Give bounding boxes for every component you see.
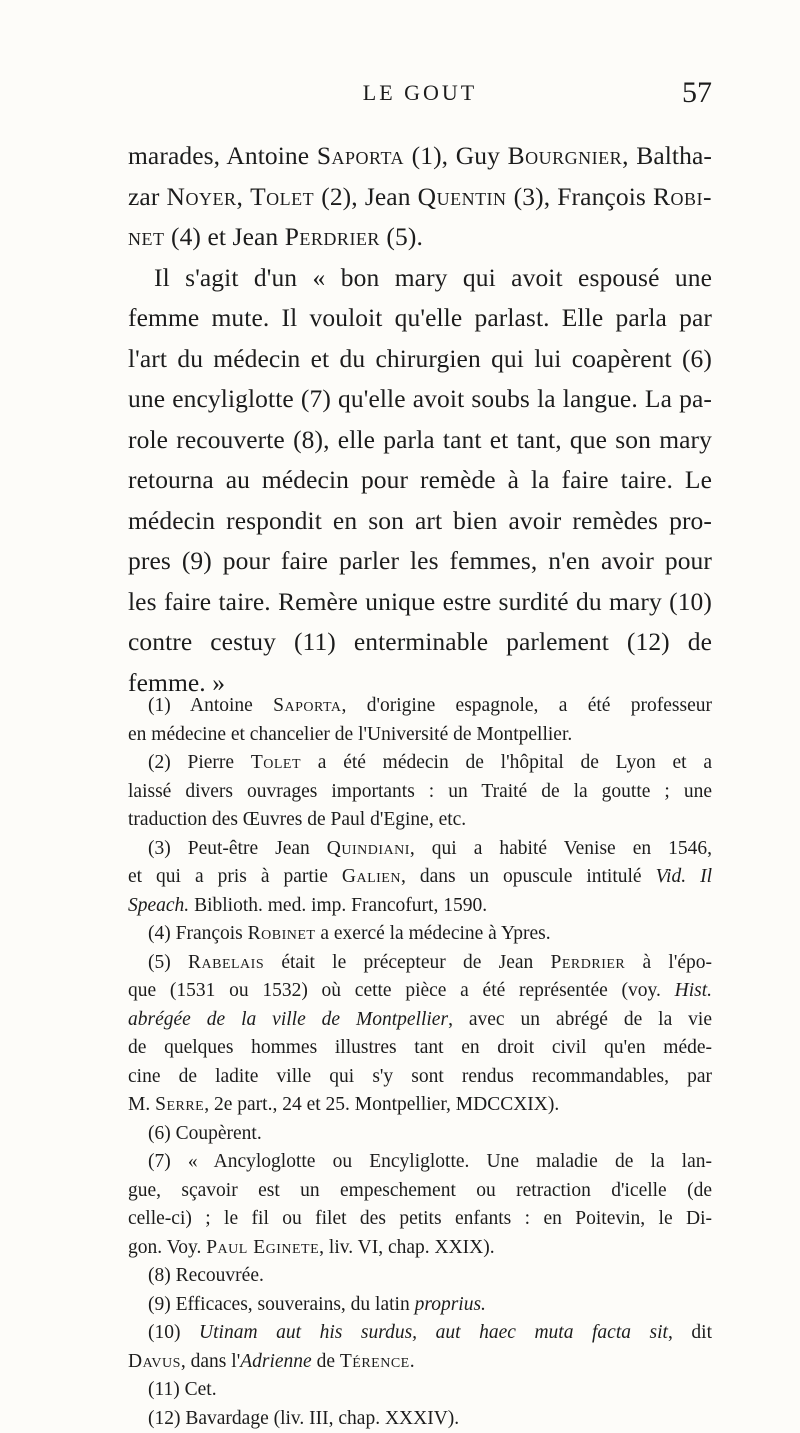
text-run: que (1531 ou 1532) où cette pièce a été représentée (voy. xyxy=(128,980,675,1001)
text-run: Utinam aut his surdus, aut haec muta facta sit xyxy=(199,1322,668,1343)
text-run: à l'épo- xyxy=(625,952,712,973)
text-run: M. xyxy=(128,1094,155,1115)
text-run: , dans l' xyxy=(181,1351,240,1372)
footnote-line xyxy=(128,692,712,721)
footnote-line xyxy=(128,863,712,892)
text-run: (4) François xyxy=(148,923,248,944)
text-run: a été médecin de l'hôpital de Lyon et a xyxy=(301,752,712,773)
text-run: (12) Bavardage (liv. III, chap. XXXIV). xyxy=(148,1408,459,1429)
footnote-line xyxy=(128,1291,712,1320)
body-line xyxy=(128,379,712,420)
text-run: Davus xyxy=(128,1351,181,1372)
footnote-line xyxy=(128,835,712,864)
text-run: celle-ci) ; le fil ou filet des petits enfants : en Poitevin, le Di- xyxy=(128,1208,712,1229)
footnote-line xyxy=(128,1063,712,1092)
text-run: (4) et Jean xyxy=(165,222,285,251)
text-run: les faire taire. Remère unique estre surdité du mary (10) xyxy=(128,587,712,616)
page-number: 57 xyxy=(682,76,712,110)
text-run: Bourgnier xyxy=(508,141,623,170)
text-run: . xyxy=(410,1351,415,1372)
text-run: Tolet xyxy=(251,752,301,773)
text-run: zar xyxy=(128,182,167,211)
text-run: gue, sçavoir est un empeschement ou retraction d'icelle (de xyxy=(128,1180,712,1201)
text-run: (11) Cet. xyxy=(148,1379,217,1400)
text-run: Robinet xyxy=(248,923,316,944)
text-run: Vid. Il xyxy=(656,866,712,887)
text-run: (5) xyxy=(148,952,188,973)
text-run: marades, Antoine xyxy=(128,141,317,170)
text-run: Noyer xyxy=(167,182,237,211)
footnote-line xyxy=(128,778,712,807)
text-run: Quindiani xyxy=(327,838,410,859)
text-run: (1) Antoine xyxy=(148,695,273,716)
footnote-line xyxy=(128,1177,712,1206)
text-run: Quentin xyxy=(418,182,507,211)
footnote-line xyxy=(128,1234,712,1263)
text-run: de xyxy=(312,1351,340,1372)
footnote-line xyxy=(128,1262,712,1291)
text-run: , qui a habité Venise en 1546, xyxy=(410,838,712,859)
text-run: Robi- xyxy=(653,182,712,211)
text-run: gon. Voy. xyxy=(128,1237,206,1258)
footnote-line xyxy=(128,1006,712,1035)
footnote-line xyxy=(128,1376,712,1405)
text-run: cine de ladite ville qui s'y sont rendus recommandables, par xyxy=(128,1066,712,1087)
footnote-line xyxy=(128,749,712,778)
footnote-line xyxy=(128,977,712,1006)
footnote-line xyxy=(128,721,712,750)
text-run: femme. » xyxy=(128,668,225,697)
text-run: Térence xyxy=(340,1351,410,1372)
text-run: l'art du médecin et du chirurgien qui lui coapèrent (6) xyxy=(128,344,712,373)
body-line xyxy=(128,298,712,339)
text-run: Adrienne xyxy=(240,1351,311,1372)
text-run: Perdrier xyxy=(285,222,380,251)
text-run: (10) xyxy=(148,1322,199,1343)
body-line xyxy=(128,258,712,299)
text-run: proprius. xyxy=(415,1294,486,1315)
footnote-line xyxy=(128,1091,712,1120)
footnote-line xyxy=(128,1348,712,1377)
text-run: laissé divers ouvrages importants : un Traité de la goutte ; une xyxy=(128,781,712,802)
text-run: Rabelais xyxy=(188,952,264,973)
text-run: net xyxy=(128,222,165,251)
text-run: (6) Coupèrent. xyxy=(148,1123,262,1144)
text-run: Speach. xyxy=(128,895,189,916)
text-run: Saporta xyxy=(273,695,341,716)
body-line xyxy=(128,541,712,582)
text-run: Biblioth. med. imp. Francofurt, 1590. xyxy=(189,895,487,916)
text-run: Saporta xyxy=(317,141,404,170)
body-line xyxy=(128,420,712,461)
text-run: (9) Efficaces, souverains, du latin xyxy=(148,1294,415,1315)
text-run: , Baltha- xyxy=(622,141,712,170)
text-run: , xyxy=(236,182,250,211)
footnote-line xyxy=(128,1034,712,1063)
text-run: a exercé la médecine à Ypres. xyxy=(316,923,551,944)
text-run: était le précepteur de Jean xyxy=(264,952,550,973)
text-run: , avec un abrégé de la vie xyxy=(448,1009,712,1030)
text-run: , dit xyxy=(668,1322,712,1343)
text-run: , 2e part., 24 et 25. Montpellier, MDCCXIX). xyxy=(204,1094,559,1115)
running-title: LE GOUT xyxy=(128,80,712,106)
footnote-line xyxy=(128,920,712,949)
text-run: (3), François xyxy=(507,182,653,211)
footnotes xyxy=(128,692,712,1433)
body-line xyxy=(128,582,712,623)
text-run: Hist. xyxy=(675,980,712,1001)
text-run: Il s'agit d'un « bon mary qui avoit espousé une xyxy=(154,263,712,292)
text-run: Galien xyxy=(342,866,401,887)
body-line xyxy=(128,339,712,380)
footnote-line xyxy=(128,1405,712,1433)
text-run: Perdrier xyxy=(551,952,626,973)
body-line xyxy=(128,136,712,177)
body-line xyxy=(128,177,712,218)
text-run: abrégée de la ville de Montpellier xyxy=(128,1009,448,1030)
text-run: role recouverte (8), elle parla tant et tant, que son mary xyxy=(128,425,712,454)
text-run: et qui a pris à partie xyxy=(128,866,342,887)
text-run: (2), Jean xyxy=(314,182,418,211)
footnote-line xyxy=(128,1319,712,1348)
text-run: , dans un opuscule intitulé xyxy=(401,866,656,887)
text-run: retourna au médecin pour remède à la faire taire. Le xyxy=(128,465,712,494)
body-line xyxy=(128,622,712,663)
text-run: Paul Eginete xyxy=(206,1237,319,1258)
text-run: (8) Recouvrée. xyxy=(148,1265,264,1286)
footnote-line xyxy=(128,892,712,921)
text-run: (7) « Ancyloglotte ou Encyliglotte. Une maladie de la lan- xyxy=(148,1151,712,1172)
text-run: contre cestuy (11) enterminable parlement (12) de xyxy=(128,627,712,656)
text-run: Serre xyxy=(155,1094,204,1115)
body-line xyxy=(128,460,712,501)
text-run: de quelques hommes illustres tant en droit civil qu'en méde- xyxy=(128,1037,712,1058)
footnote-line xyxy=(128,1148,712,1177)
running-head xyxy=(128,76,712,116)
text-run: , liv. VI, chap. XXIX). xyxy=(319,1237,494,1258)
body-line xyxy=(128,501,712,542)
footnote-line xyxy=(128,1205,712,1234)
footnote-line xyxy=(128,806,712,835)
text-run: (5). xyxy=(380,222,423,251)
text-run: , d'origine espagnole, a été professeur xyxy=(342,695,712,716)
text-run: pres (9) pour faire parler les femmes, n'en avoir pour xyxy=(128,546,712,575)
main-text xyxy=(128,136,712,703)
text-run: en médecine et chancelier de l'Université de Montpellier. xyxy=(128,724,572,745)
text-run: (2) Pierre xyxy=(148,752,251,773)
text-run: femme mute. Il vouloit qu'elle parlast. Elle parla par xyxy=(128,303,712,332)
text-run: Tolet xyxy=(250,182,314,211)
text-run: médecin respondit en son art bien avoir remèdes pro- xyxy=(128,506,712,535)
text-run: traduction des Œuvres de Paul d'Egine, etc. xyxy=(128,809,466,830)
footnote-line xyxy=(128,949,712,978)
text-run: (3) Peut-être Jean xyxy=(148,838,327,859)
text-run: (1), Guy xyxy=(404,141,508,170)
body-line xyxy=(128,217,712,258)
footnote-line xyxy=(128,1120,712,1149)
text-run: une encyliglotte (7) qu'elle avoit soubs la langue. La pa- xyxy=(128,384,712,413)
